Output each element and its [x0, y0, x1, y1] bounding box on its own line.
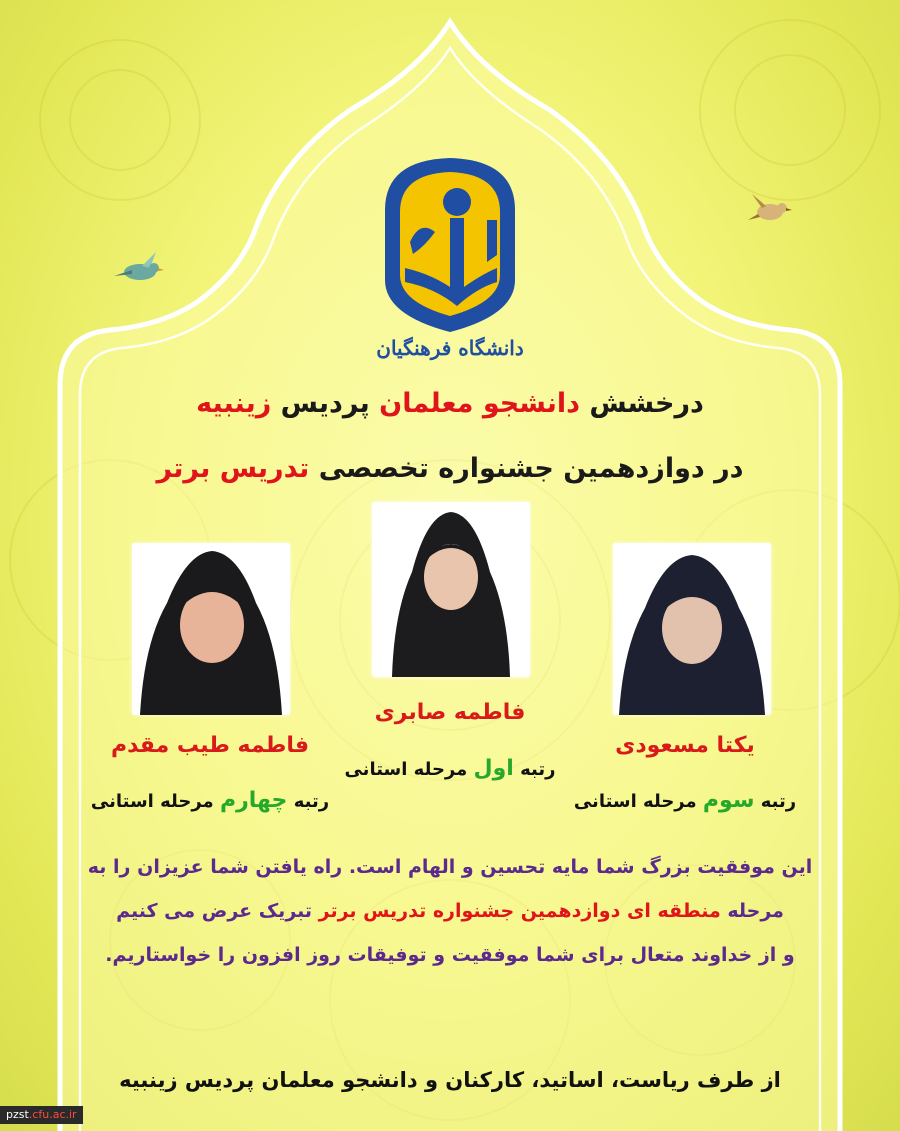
student-portrait-icon — [613, 543, 771, 715]
student-rank-fourth — [70, 788, 350, 813]
rank-word: سوم — [702, 788, 755, 813]
rank-suffix: مرحله استانی — [90, 791, 214, 812]
student-rank-first — [330, 756, 570, 781]
rank-word: چهارم — [219, 788, 288, 813]
heading-highlight: زینبیه — [196, 388, 272, 419]
heading-text: در دوازدهمین جشنواره تخصصی — [318, 453, 744, 484]
rank-word: اول — [473, 756, 514, 781]
rank-prefix: رتبه — [293, 791, 330, 812]
student-rank-third — [565, 788, 805, 813]
student-name-third: یکتا مسعودی — [615, 733, 755, 758]
bird-right-icon — [748, 190, 794, 226]
student-portrait-icon — [372, 502, 530, 677]
logo-caption: دانشگاه فرهنگیان — [376, 336, 524, 360]
message-line: و از خداوند متعال برای شما موفقیت و توفیقات روز افزون را خواستاریم. — [105, 944, 795, 966]
heading-word: پردیس — [280, 388, 370, 419]
site-watermark — [0, 1106, 83, 1124]
bird-left-icon — [112, 248, 168, 288]
rank-suffix: مرحله استانی — [573, 791, 697, 812]
congratulation-message — [80, 845, 820, 977]
student-photo-fourth — [132, 543, 290, 715]
heading-highlight: تدریس برتر — [156, 453, 310, 484]
message-text: مرحله — [727, 900, 784, 922]
heading-line-2 — [80, 453, 820, 484]
watermark-prefix: pzst — [6, 1108, 29, 1121]
student-name-first: فاطمه صابری — [374, 700, 526, 725]
student-name-fourth: فاطمه طیب مقدم — [110, 733, 310, 758]
message-line — [80, 889, 820, 933]
rank-prefix: رتبه — [760, 791, 797, 812]
heading-line-1 — [80, 388, 820, 419]
student-photo-third — [613, 543, 771, 715]
message-line: این موفقیت بزرگ شما مایه تحسین و الهام است. راه یافتن شما عزیزان را به — [87, 856, 813, 878]
rank-prefix: رتبه — [520, 759, 556, 780]
heading-word: درخشش — [589, 388, 704, 419]
student-photo-first — [372, 502, 530, 677]
rank-suffix: مرحله استانی — [344, 759, 468, 780]
footer-signature: از طرف ریاست، اساتید، کارکنان و دانشجو معلمان پردیس زینبیه — [119, 1068, 781, 1092]
message-highlight: منطقه ای دوازدهمین جشنواره تدریس برتر — [318, 900, 721, 922]
university-logo — [365, 150, 535, 370]
heading-highlight: دانشجو معلمان — [379, 388, 580, 419]
student-portrait-icon — [132, 543, 290, 715]
watermark-domain: .cfu.ac.ir — [28, 1108, 77, 1121]
message-text: تبریک عرض می کنیم — [116, 900, 313, 922]
